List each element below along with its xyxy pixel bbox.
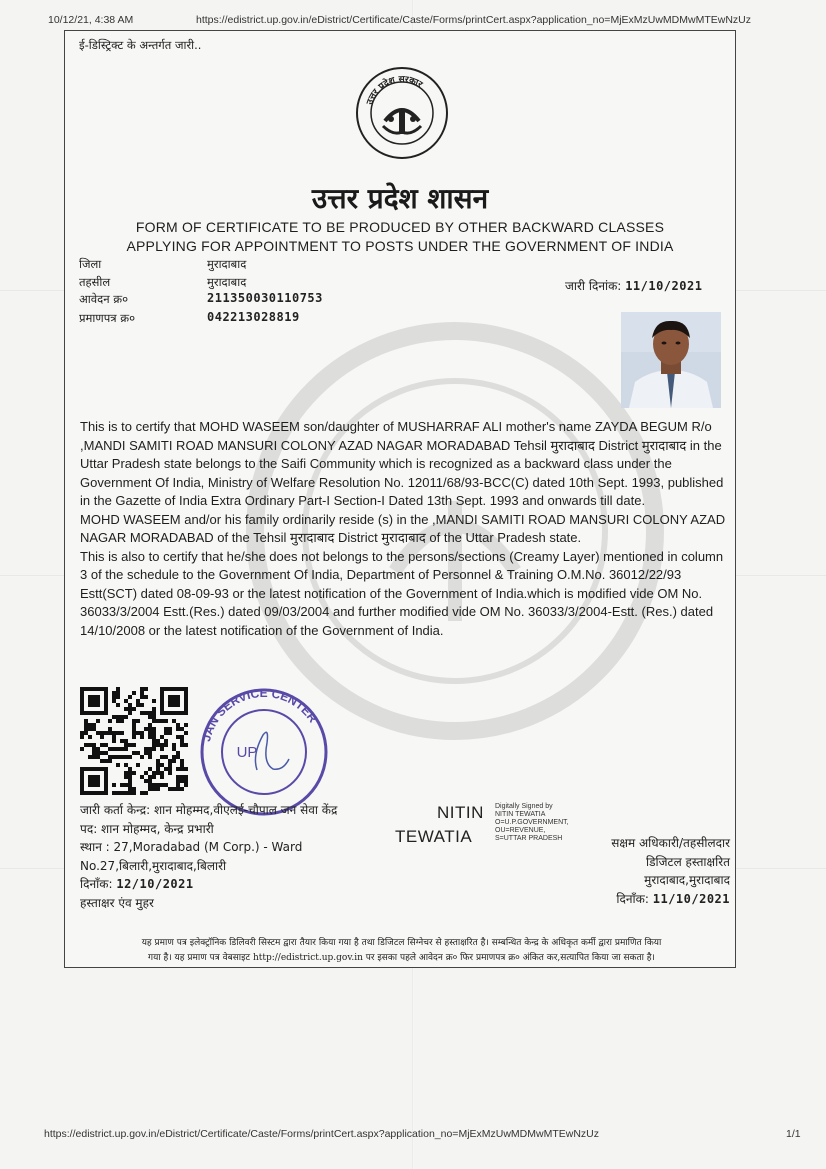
issuer-location-ward: No.27,बिलारी,मुरादाबाद,बिलारी: [80, 858, 227, 873]
issue-date-label: जारी दिनांक:: [565, 279, 622, 293]
tehsil-value: मुरादाबाद: [207, 275, 247, 289]
applicant-photo: [621, 312, 721, 408]
district-value: मुरादाबाद: [207, 257, 247, 271]
print-datetime: 10/12/21, 4:38 AM: [48, 14, 134, 26]
officer-location: मुरादाबाद,मुरादाबाद: [644, 873, 730, 887]
certificate-title-hindi: उत्तर प्रदेश शासन: [311, 182, 489, 215]
certificate-number-value: 042213028819: [207, 310, 300, 324]
print-url: https://edistrict.up.gov.in/eDistrict/Certificate/Caste/Forms/printCert.aspx?application_no=MjExMzUwMDMwMTEwNzUz: [196, 14, 752, 26]
officer-designation: सक्षम अधिकारी/तहसीलदार: [611, 836, 730, 850]
certification-paragraph-2: MOHD WASEEM and/or his family ordinarily reside (s) in the ,MANDI SAMITI ROAD MANSURI COLONY AZAD NAGAR MORADABAD of the Tehsil मुरादाबाद District मुरादाबाद of the Uttar Pradesh state.: [80, 511, 726, 545]
signature-and-seal-label: हस्ताक्षर एंव मुहर: [80, 895, 154, 910]
tehsil-label: तहसील: [79, 275, 111, 289]
issuer-date-label: दिनाँक:: [80, 877, 113, 891]
issuer-date-value: 12/10/2021: [116, 877, 194, 891]
signer-name-line2: TEWATIA: [395, 827, 473, 846]
service-center-stamp: [197, 685, 332, 820]
stamp-ring-text: JAN SERVICE CENTER: [199, 685, 321, 743]
issuer-date: [80, 875, 380, 894]
qr-code: [80, 687, 188, 795]
signer-name-line1: NITIN: [437, 803, 484, 822]
issue-date: [565, 277, 702, 294]
signature-detail-1: Digitally Signed by: [495, 803, 553, 810]
officer-date-label: दिनाँक:: [616, 891, 649, 906]
issuer-location: स्थान : 27,Moradabad (M Corp.) - Ward: [80, 840, 303, 854]
signature-detail-4: OU=REVENUE,: [495, 827, 546, 834]
digitally-signed-note: डिजिटल हस्ताक्षरित: [646, 854, 730, 869]
officer-date-value: 11/10/2021: [652, 891, 730, 906]
print-page-number: 1/1: [786, 1128, 801, 1140]
application-number-label: आवेदन क्र०: [79, 292, 129, 306]
verification-note-line1: यह प्रमाण पत्र इलेक्ट्रॉनिक डिलिवरी सिस्टम द्वारा तैयार किया गया है तथा डिजिटल सिग्नेचर से हस्ताक्षरित है। सम्बन्धित केन्द्र के अधिकृत कर्मी द्वारा प्रमाणित किया: [141, 938, 662, 948]
form-title-line2: APPLYING FOR APPOINTMENT TO POSTS UNDER THE GOVERNMENT OF INDIA: [126, 238, 674, 254]
certificate-body: [80, 418, 730, 640]
issuing-center-block: [80, 801, 380, 912]
svg-text:उत्तर प्रदेश सरकार: उत्तर प्रदेश सरकार: [365, 74, 424, 107]
verification-note: [79, 936, 724, 966]
certification-paragraph-3: This is also to certify that he/she does not belongs to the persons/sections (Creamy Layer) mentioned in column 3 of the schedule to the Government Of India, Department of Personnel & Training O.M.No. 36012/22/93 Estt(SCT) dated 08-09-93 or the latest notification of the Government of India.which is modified vide OM No. 36033/3/2004 Estt.(Res.) dated 09/03/2004 and further modified vide OM No. 36033/3/2004-Estt. (Res.) dated 14/10/2008 or the latest notification of the Government of India.: [80, 548, 724, 638]
competent-authority-block: [550, 834, 730, 908]
up-government-emblem: [355, 66, 449, 160]
issuing-center: जारी कर्ता केन्द्र: शान मोहम्मद,वीएलई-चौपाल जन सेवा केंद्र: [80, 803, 338, 817]
issue-date-value: 11/10/2021: [625, 279, 703, 293]
certificate: [64, 30, 736, 968]
officer-date: [550, 890, 730, 909]
verification-note-line2: गया है। यह प्रमाण पत्र वेबसाइट http://edistrict.up.gov.in पर इसका पहले आवेदन क्र० फिर प्रमाणपत्र क्र० अंकित कर,सत्यापित किया जा सकता है।: [148, 953, 655, 963]
stamp-center-text: UP: [236, 744, 258, 761]
signature-detail-2: NITIN TEWATIA: [495, 811, 546, 818]
form-title-line1: FORM OF CERTIFICATE TO BE PRODUCED BY OTHER BACKWARD CLASSES: [135, 219, 665, 235]
district-label: जिला: [79, 257, 102, 271]
print-footer-url: https://edistrict.up.gov.in/eDistrict/Certificate/Caste/Forms/printCert.aspx?application_no=MjExMzUwMDMwMTEwNzUz: [44, 1128, 600, 1140]
application-number-value: 211350030110753: [207, 291, 323, 305]
issuer-designation: पद: शान मोहम्मद, केन्द्र प्रभारी: [80, 821, 214, 836]
certificate-number-label: प्रमाणपत्र क्र०: [79, 311, 136, 325]
certification-paragraph-1: This is to certify that MOHD WASEEM son/daughter of MUSHARRAF ALI mother's name ZAYDA BEGUM R/o ,MANDI SAMITI ROAD MANSURI COLONY AZAD NAGAR MORADABAD Tehsil मुरादाबाद District मुरादाबाद in the Uttar Pradesh state belongs to the Saifi Community which is recognized as a backward class under the Government Of India, Ministry of Welfare Resolution No. 12011/68/93-BCC(C) dated 10th Sept. 1993, published in the Gazette of India Extra Ordinary Part-I Section-I Dated 13th Sept. 1993 and onwards till date.: [80, 419, 724, 508]
top-note: ई-डिस्ट्रिक्ट के अन्तर्गत जारी..: [79, 38, 202, 52]
signature-detail-3: O=U.P.GOVERNMENT,: [495, 819, 569, 826]
signature-detail-5: S=UTTAR PRADESH: [495, 835, 563, 842]
